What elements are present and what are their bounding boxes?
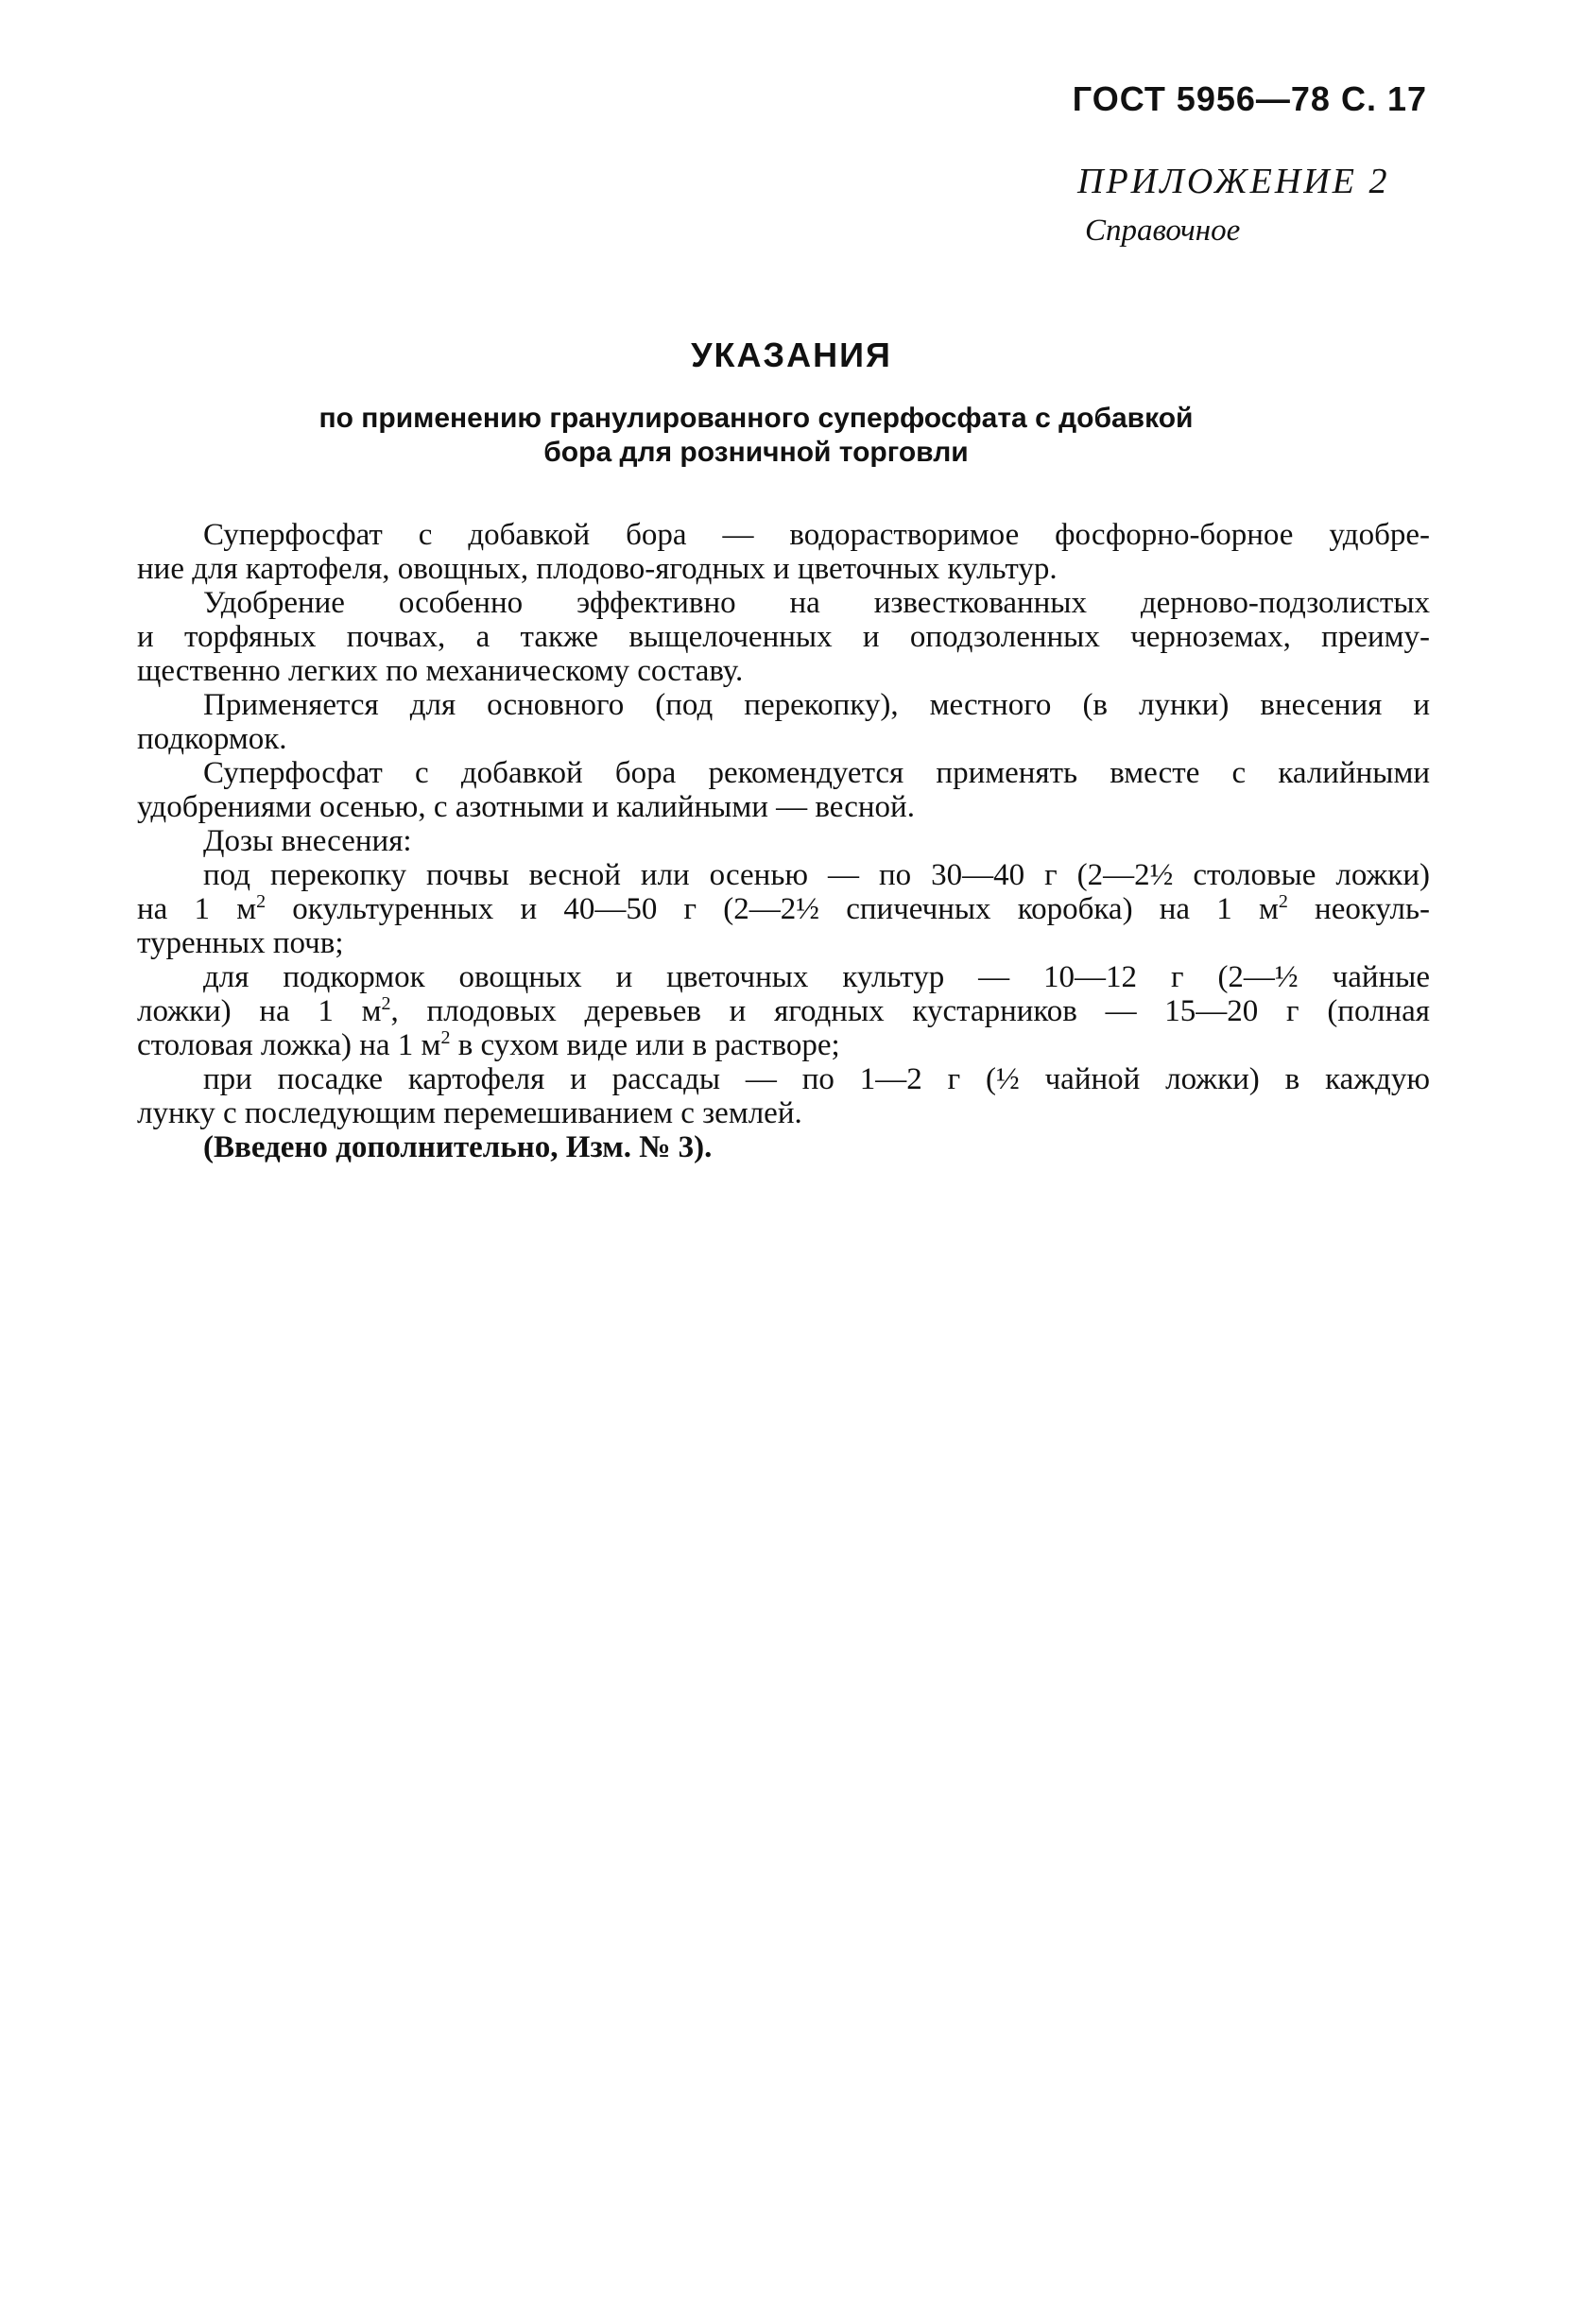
body-line: Дозы внесения: <box>203 824 412 858</box>
body-line: при посадке картофеля и рассады — по 1—2 г (½ чайной ложки) в каждую <box>203 1062 1430 1096</box>
body-line: столовая ложка) на 1 $м^2$ в сухом виде или в растворе; <box>137 1027 840 1062</box>
subtitle-line: по применению гранулированного суперфосфата с добавкой <box>318 403 1194 434</box>
body-line: и торфяных почвах, а также выщелоченных и оподзоленных черноземах, преиму- <box>137 620 1430 654</box>
body-line: лунку с последующим перемешиванием с землей. <box>137 1096 802 1130</box>
body-line: Суперфосфат с добавкой бора рекомендуется применять вместе с калийными <box>203 756 1430 790</box>
body-line: щественно легких по механическому составу. <box>137 654 744 688</box>
subtitle-line: бора для розничной торговли <box>543 437 969 468</box>
body-line: ние для картофеля, овощных, плодово-ягодных и цветочных культур. <box>137 552 1058 586</box>
body-line: туренных почв; <box>137 926 344 960</box>
body-line: Удобрение особенно эффективно на известкованных дерново-подзолистых <box>203 586 1430 620</box>
document-subtitle <box>265 402 1247 470</box>
body-line: на 1 $м^2$ окультуренных и 40—50 г (2—2½ спичечных коробка) на 1 $м^2$ неокуль- <box>137 891 1430 926</box>
body-line: Суперфосфат с добавкой бора — водорастворимое фосфорно-борное удобре- <box>203 518 1430 552</box>
page-header-reference: ГОСТ 5956—78 С. 17 <box>1072 79 1427 118</box>
body-line: под перекопку почвы весной или осенью — по 30—40 г (2—2½ столовые ложки) <box>203 858 1430 892</box>
body-line: для подкормок овощных и цветочных культур — 10—12 г (2—½ чайные <box>203 960 1430 994</box>
amendment-note: (Введено дополнительно, Изм. № 3). <box>203 1130 713 1164</box>
body-line: ложки) на 1 $м^2$, плодовых деревьев и ягодных кустарников — 15—20 г (полная <box>137 993 1430 1028</box>
document-title: УКАЗАНИЯ <box>691 336 892 374</box>
body-line: подкормок. <box>137 722 287 756</box>
appendix-label: ПРИЛОЖЕНИЕ 2 <box>1077 162 1390 201</box>
body-line: Применяется для основного (под перекопку), местного (в лунки) внесения и <box>203 688 1430 722</box>
appendix-type: Справочное <box>1085 214 1241 248</box>
document-body <box>137 518 1430 1164</box>
body-line: удобрениями осенью, с азотными и калийными — весной. <box>137 790 915 824</box>
